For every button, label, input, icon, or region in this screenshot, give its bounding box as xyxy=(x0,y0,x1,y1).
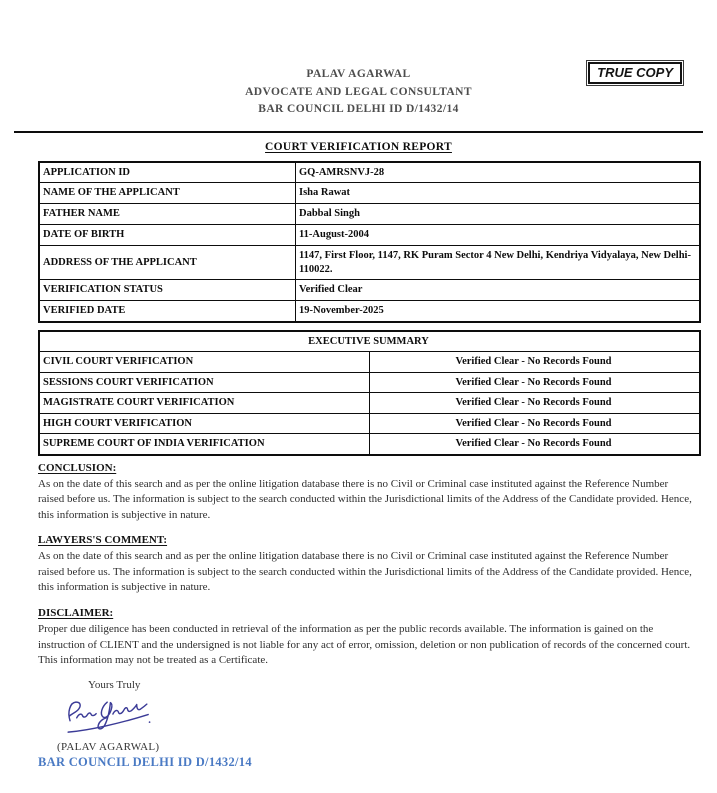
row-label: DATE OF BIRTH xyxy=(39,225,296,246)
disclaimer-heading: DISCLAIMER: xyxy=(38,607,114,620)
signatory-name: (PALAV AGARWAL) xyxy=(57,740,160,753)
lawyers-comment-heading: LAWYERS'S COMMENT: xyxy=(38,534,168,547)
row-label: VERIFICATION STATUS xyxy=(39,280,296,301)
table-row xyxy=(39,246,700,280)
true-copy-stamp-label: TRUE COPY xyxy=(588,62,682,84)
table-row xyxy=(39,301,700,322)
row-value: Verified Clear - No Records Found xyxy=(370,372,701,393)
table-row xyxy=(39,372,700,393)
row-value: Verified Clear - No Records Found xyxy=(370,393,701,414)
row-value: Verified Clear xyxy=(296,280,701,301)
row-value: Verified Clear - No Records Found xyxy=(370,434,701,455)
row-value: 11-August-2004 xyxy=(296,225,701,246)
lawyers-comment-text: As on the date of this search and as per the online litigation database there is no Civil or Criminal case instituted against the Reference Number raised before us. The information is subject to the search conducted within the Jurisdictional limits of the Address of the Candidate provided. Hence, this information is subjective in nature. xyxy=(38,550,692,594)
row-label: CIVIL COURT VERIFICATION xyxy=(39,352,370,373)
table-row xyxy=(39,280,700,301)
summary-header-row xyxy=(39,331,700,352)
row-value: Verified Clear - No Records Found xyxy=(370,413,701,434)
advocate-name: PALAV AGARWAL xyxy=(306,68,411,80)
header-divider xyxy=(14,131,703,133)
disclaimer-text: Proper due diligence has been conducted in retrieval of the information as per the public records available. The information is gained on the instruction of CLIENT and the undersigned is not liable for any act of error, omission, deletion or non publication of records of the concerned court. This information may not be treated as a Certificate. xyxy=(38,623,691,667)
table-row xyxy=(39,352,700,373)
report-title: COURT VERIFICATION REPORT xyxy=(265,140,452,153)
row-label: SESSIONS COURT VERIFICATION xyxy=(39,372,370,393)
advocate-designation: ADVOCATE AND LEGAL CONSULTANT xyxy=(245,85,472,98)
row-label: VERIFIED DATE xyxy=(39,301,296,322)
summary-title: EXECUTIVE SUMMARY xyxy=(39,331,700,352)
footer-bar-id: BAR COUNCIL DELHI ID D/1432/14 xyxy=(38,754,252,769)
row-value: 1147, First Floor, 1147, RK Puram Sector 4 New Delhi, Kendriya Vidyalaya, New Delhi-110022. xyxy=(296,246,701,280)
handwritten-signature xyxy=(60,695,162,735)
closing-salutation: Yours Truly xyxy=(88,678,141,691)
table-row xyxy=(39,413,700,434)
row-label: FATHER NAME xyxy=(39,204,296,225)
row-label: ADDRESS OF THE APPLICANT xyxy=(39,246,296,280)
row-value: GQ-AMRSNVJ-28 xyxy=(296,162,701,183)
table-row xyxy=(39,434,700,455)
executive-summary-table xyxy=(38,330,701,456)
disclaimer-section xyxy=(38,607,695,669)
lawyers-comment-section xyxy=(38,534,695,596)
row-value: Isha Rawat xyxy=(296,183,701,204)
row-label: HIGH COURT VERIFICATION xyxy=(39,413,370,434)
row-label: MAGISTRATE COURT VERIFICATION xyxy=(39,393,370,414)
row-label: SUPREME COURT OF INDIA VERIFICATION xyxy=(39,434,370,455)
true-copy-stamp xyxy=(586,60,684,86)
row-label: APPLICATION ID xyxy=(39,162,296,183)
row-label: NAME OF THE APPLICANT xyxy=(39,183,296,204)
table-row xyxy=(39,393,700,414)
row-value: Verified Clear - No Records Found xyxy=(370,352,701,373)
applicant-details-table xyxy=(38,161,701,323)
conclusion-heading: CONCLUSION: xyxy=(38,461,117,474)
advocate-bar-id: BAR COUNCIL DELHI ID D/1432/14 xyxy=(258,103,459,115)
row-value: 19-November-2025 xyxy=(296,301,701,322)
conclusion-section xyxy=(38,462,695,524)
table-row xyxy=(39,183,700,204)
table-row xyxy=(39,204,700,225)
row-value: Dabbal Singh xyxy=(296,204,701,225)
table-row xyxy=(39,225,700,246)
table-row xyxy=(39,162,700,183)
conclusion-text: As on the date of this search and as per the online litigation database there is no Civil or Criminal case instituted against the Reference Number raised before us. The information is subject to the search conducted within the Jurisdictional limits of the Address of the Candidate provided. Hence, this information is subjective in nature. xyxy=(38,477,692,521)
